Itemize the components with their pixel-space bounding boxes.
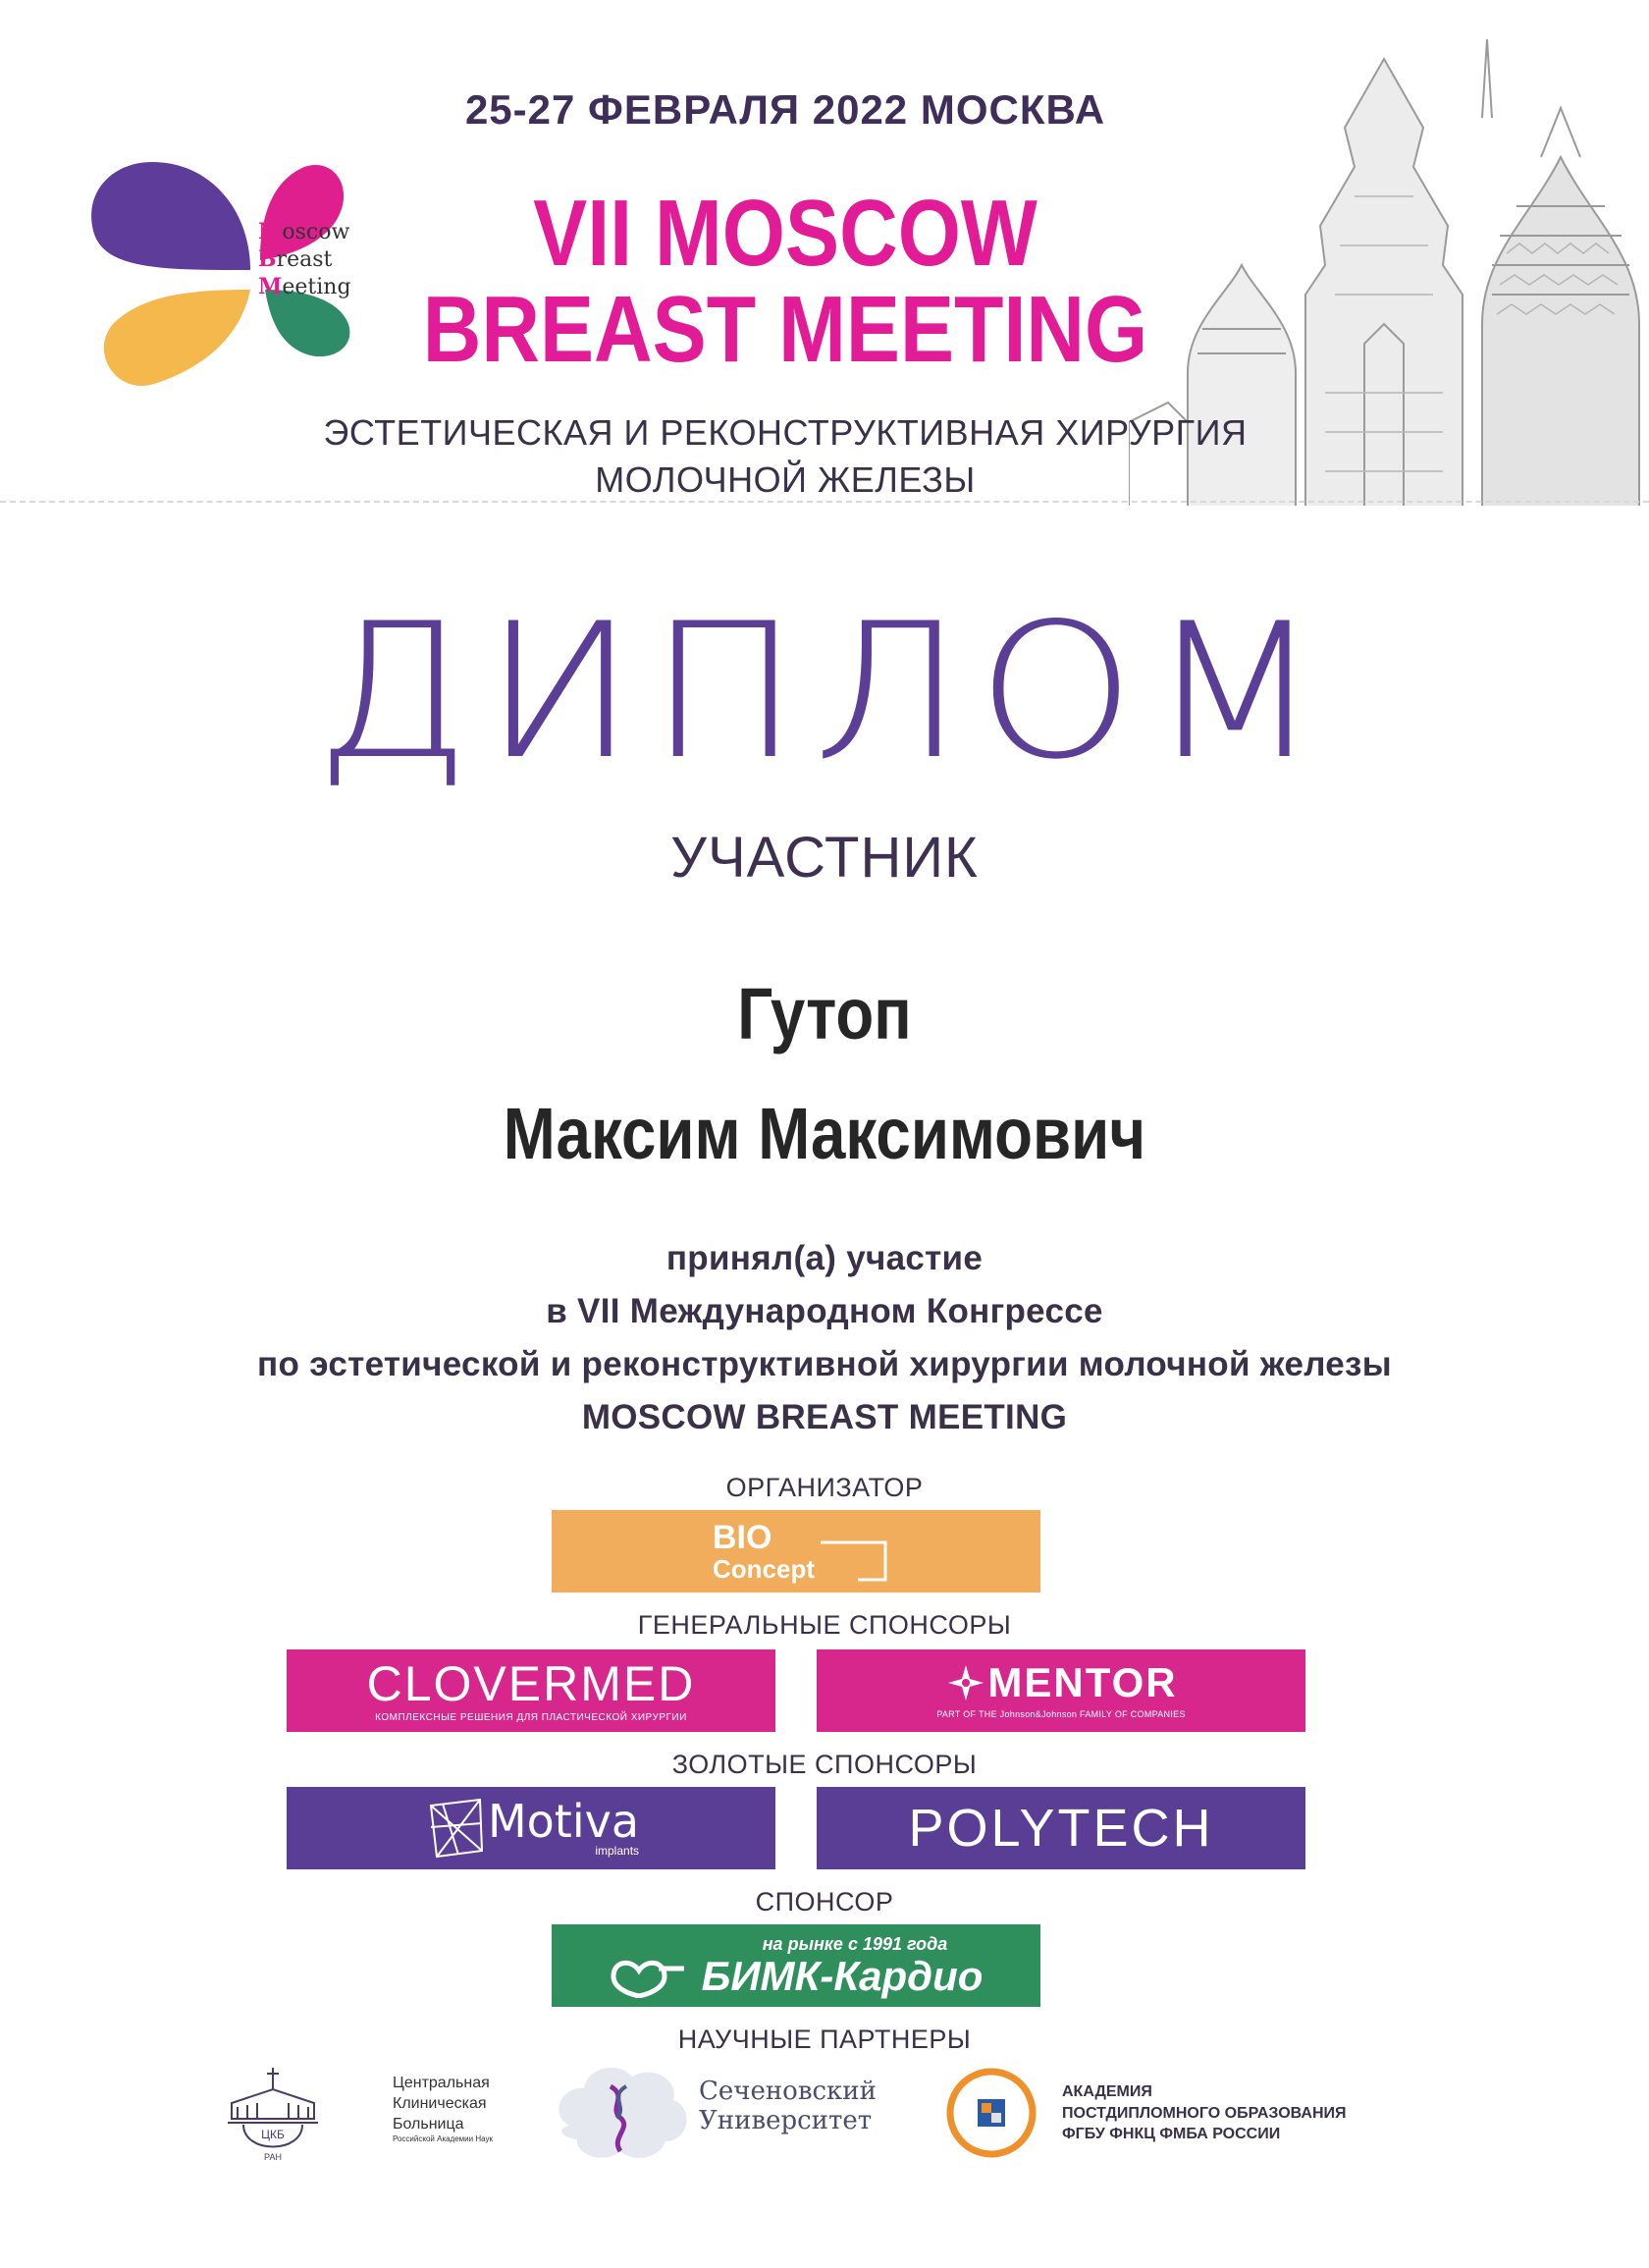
event-subtitle-line-1: ЭСТЕТИЧЕСКАЯ И РЕКОНСТРУКТИВНАЯ ХИРУРГИЯ: [323, 412, 1248, 453]
ckb-line-1: Центральная: [393, 2075, 490, 2091]
polytech-logo: [817, 1787, 1305, 1869]
motiva-wordmark: [487, 1795, 640, 1858]
bio-concept-mark: [703, 1517, 889, 1586]
ckb-building-icon: [224, 2060, 322, 2164]
ckb-emblem-top: ЦКБ: [261, 2128, 285, 2141]
bio-concept-line-1: BIO: [713, 1519, 772, 1556]
header-divider: [0, 501, 1649, 503]
diploma-heading: ДИПЛОМ: [314, 583, 1335, 800]
mentor-mark: [944, 1659, 1178, 1705]
event-title-line-1: VII MOSCOW: [533, 181, 1037, 286]
ckb-line-2: Клиническая: [393, 2094, 487, 2112]
mentor-name: MENTOR: [987, 1659, 1178, 1705]
bio-concept-logo: [552, 1510, 1040, 1593]
event-title-line-2: BREAST MEETING: [422, 277, 1148, 382]
clovermed-name: CLOVERMED: [366, 1655, 696, 1711]
recipient-given-names: Максим Максимович: [503, 1093, 1146, 1174]
motiva-globe-icon: [423, 1796, 488, 1861]
scientific-partners-label: НАУЧНЫЕ ПАРТНЕРЫ: [677, 2025, 972, 2054]
bimk-name: БИМК-Кардио: [701, 1952, 984, 1999]
description-line-4: MOSCOW BREAST MEETING: [581, 1398, 1068, 1436]
event-subtitle-line-2: МОЛОЧНОЙ ЖЕЛЕЗЫ: [595, 459, 976, 500]
ckb-partner-name: [393, 2074, 559, 2145]
ckb-line-small: Российской Академии Наук: [393, 2134, 493, 2144]
clovermed-logo: [287, 1649, 775, 1732]
sechenov-partner-name: [699, 2078, 925, 2136]
academy-line-2: ПОСТДИПЛОМНОГО ОБРАЗОВАНИЯ: [1062, 2104, 1347, 2122]
motiva-sub: implants: [595, 1844, 640, 1858]
recipient-surname: Гутоп: [737, 973, 912, 1054]
ckb-line-3: Больница: [393, 2115, 464, 2133]
logo-word-breast: Breast: [258, 246, 333, 272]
bimk-mark: [610, 1952, 984, 1999]
sechenov-line-1: Сеченовский: [699, 2077, 877, 2106]
academy-line-1: АКАДЕМИЯ: [1062, 2083, 1152, 2100]
sechenov-tree-icon: [550, 2057, 697, 2175]
motiva-logo: [287, 1787, 775, 1869]
participant-role: УЧАСТНИК: [670, 826, 979, 890]
academy-emblem-icon: [946, 2068, 1037, 2158]
moscow-breast-meeting-logo: [83, 123, 358, 417]
bimk-kardio-logo: [552, 1924, 1040, 2007]
bimk-heart-icon: [610, 1955, 688, 1998]
bimk-tagline: на рынке с 1991 года: [762, 1933, 948, 1954]
gold-sponsors-label: ЗОЛОТЫЕ СПОНСОРЫ: [671, 1750, 978, 1779]
logo-word-meeting: Meeting: [258, 274, 351, 299]
description-line-2: в VII Международном Конгрессе: [546, 1292, 1103, 1330]
mentor-tagline: PART OF THE Johnson&Johnson FAMILY OF COMPANIES: [936, 1709, 1186, 1719]
ckb-emblem-bottom: РАН: [264, 2152, 282, 2162]
general-sponsors-label: ГЕНЕРАЛЬНЫЕ СПОНСОРЫ: [637, 1610, 1012, 1640]
mentor-logo: [817, 1649, 1305, 1732]
sechenov-line-2: Университет: [699, 2105, 873, 2135]
clovermed-tagline: КОМПЛЕКСНЫЕ РЕШЕНИЯ ДЛЯ ПЛАСТИЧЕСКОЙ ХИРУРГИИ: [375, 1711, 687, 1723]
academy-partner-name: [1062, 2081, 1386, 2145]
motiva-name: Motiva: [487, 1795, 640, 1848]
bio-concept-line-2: Concept: [713, 1554, 815, 1584]
description-line-3: по эстетической и реконструктивной хирургии молочной железы: [257, 1345, 1392, 1383]
mentor-cross-icon: [944, 1663, 987, 1702]
academy-line-3: ФГБУ ФНКЦ ФМБА РОССИИ: [1062, 2126, 1281, 2143]
sponsor-label: СПОНСОР: [755, 1887, 894, 1917]
logo-word-moscow: Moscow: [258, 219, 350, 244]
event-date: 25-27 ФЕВРАЛЯ 2022 МОСКВА: [464, 86, 1106, 133]
bio-bracket-icon: [819, 1539, 889, 1584]
polytech-name: POLYTECH: [908, 1799, 1214, 1858]
description-line-1: принял(а) участие: [665, 1239, 984, 1277]
organizer-label: ОРГАНИЗАТОР: [725, 1473, 924, 1502]
